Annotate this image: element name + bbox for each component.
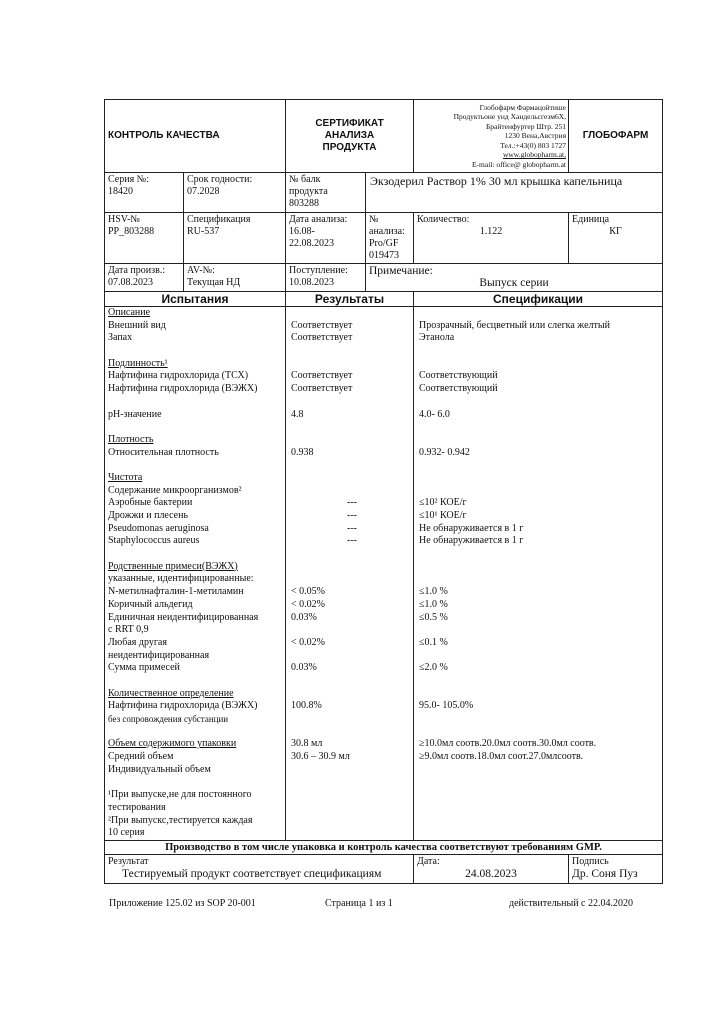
receipt-cell: Поступление: 10.08.2023 xyxy=(286,264,366,292)
brand-name: ГЛОБОФАРМ xyxy=(569,100,663,173)
info-row-2 xyxy=(105,213,663,264)
footer-annex: Приложение 125.02 из SOP 20-001 xyxy=(109,898,256,909)
footer-valid-from: действительный с 22.04.2020 xyxy=(509,898,633,909)
gmp-row xyxy=(105,840,663,854)
tests-body-row xyxy=(105,307,663,841)
product-name: Экзодерил Раствор 1% 30 мл крышка капельница xyxy=(366,173,663,213)
tests-column: Описание Внешний вид Запах Подлинность¹ Нафтифина гидрохлорида (ТСХ) Нафтифина гидрохлорида (ВЭЖХ) pH-значение Плотность Относительная плотность Чистота Содержание микроорганизмов² Аэробные бактерии Дрожжи и плесень Pseudomonas aeruginosa Staphylococcus aureus Родственные примеси(ВЭЖХ) указанные, идентифицированные: N-метилнафталин-1-метиламин Коричный альдегид Единичная неидентифицированная с RRT 0,9 Любая другая неидентифицированная Сумма примесей Количественное определение Нафтифина гидрохлорида (ВЭЖХ) без сопровождения субстанции Объем содержимого упаковки Средний объем Индивидуальный объем ¹При выпуске,не для постоянного тестирования ²При выпускс,тестируется каждая 10 серия xyxy=(105,307,286,841)
footer-page: Страница 1 из 1 xyxy=(325,898,393,909)
result-cell: Результат Тестируемый продукт соответствует спецификациям xyxy=(105,854,414,883)
signoff-row xyxy=(105,854,663,883)
specs-column-header: Спецификации xyxy=(414,292,663,307)
tests-column-header: Испытания xyxy=(105,292,286,307)
website-link[interactable]: www.globopharm.at, xyxy=(502,150,567,160)
info-row-1 xyxy=(105,173,663,213)
bulk-cell: № балк продукта 803288 xyxy=(286,173,366,213)
production-date-cell: Дата произв.: 07.08.2023 xyxy=(105,264,184,292)
signature-cell: Подпись Др. Соня Пуз xyxy=(569,854,663,883)
spec-cell: Спецификация RU-537 xyxy=(184,213,286,264)
header-row xyxy=(105,100,663,173)
hsv-cell: HSV-№ PP_803288 xyxy=(105,213,184,264)
certificate-document xyxy=(104,99,662,884)
unit-cell: Единица КГ xyxy=(569,213,663,264)
expiry-cell: Срок годности: 07.2028 xyxy=(184,173,286,213)
date-cell: Дата: 24.08.2023 xyxy=(414,854,569,883)
specs-column: Прозрачный, бесцветный или слегка желтый Этанола Соответствующий Соответствующий 4.0- 6.0 0.932- 0.942 ≤10² КОЕ/г ≤10¹ КОЕ/г Не обнаруживается в 1 г Не обнаруживается в 1 г ≤1.0 % ≤1.0 % ≤0.5 % ≤0.1 % ≤2.0 % 95.0- 105.0% ≥10.0мл соотв.20.0мл соотв.30.0мл соотв. ≥9.0мл соотв.18.0мл соот.27.0млсоотв. xyxy=(414,307,663,841)
gmp-statement: Производство в том числе упаковка и контроль качества соответствуют требованиям GMP. xyxy=(105,840,663,854)
quantity-cell: Количество: 1.122 xyxy=(414,213,569,264)
results-column-header: Результаты xyxy=(286,292,414,307)
analysis-number-cell: № анализа: Pro/GF 019473 xyxy=(366,213,414,264)
note-cell: Примечание: Выпуск серии xyxy=(366,264,663,292)
certificate-title: СЕРТИФИКАТ АНАЛИЗА ПРОДУКТА xyxy=(286,100,414,173)
series-cell: Серия №: 18420 xyxy=(105,173,184,213)
av-cell: AV-№: Текущая НД xyxy=(184,264,286,292)
certificate-table xyxy=(104,99,663,884)
info-row-3 xyxy=(105,264,663,292)
analysis-date-cell: Дата анализа: 16.08- 22.08.2023 xyxy=(286,213,366,264)
email-link[interactable]: E-mail: office@ globopharm.at xyxy=(471,159,567,169)
company-address: Глобофарм Фармацойтише Продуктьоне унд Хандельсгезм6Х, Брайтенфуртер Штр. 251 1230 Вена,Австрия Тел.:+43(0) 803 1727 www.globopharm.at, E-mail: office@ globopharm.at xyxy=(414,100,569,173)
results-column: Соответствует Соответствует Соответствует Соответствует 4.8 0.938 --- --- --- --- < 0.05% < 0.02% 0.03% < 0.02% 0.03% 100.8% 30.8 мл 30.6 – 30.9 мл xyxy=(286,307,414,841)
quality-control-title: КОНТРОЛЬ КАЧЕСТВА xyxy=(105,100,286,173)
column-header-row xyxy=(105,292,663,307)
